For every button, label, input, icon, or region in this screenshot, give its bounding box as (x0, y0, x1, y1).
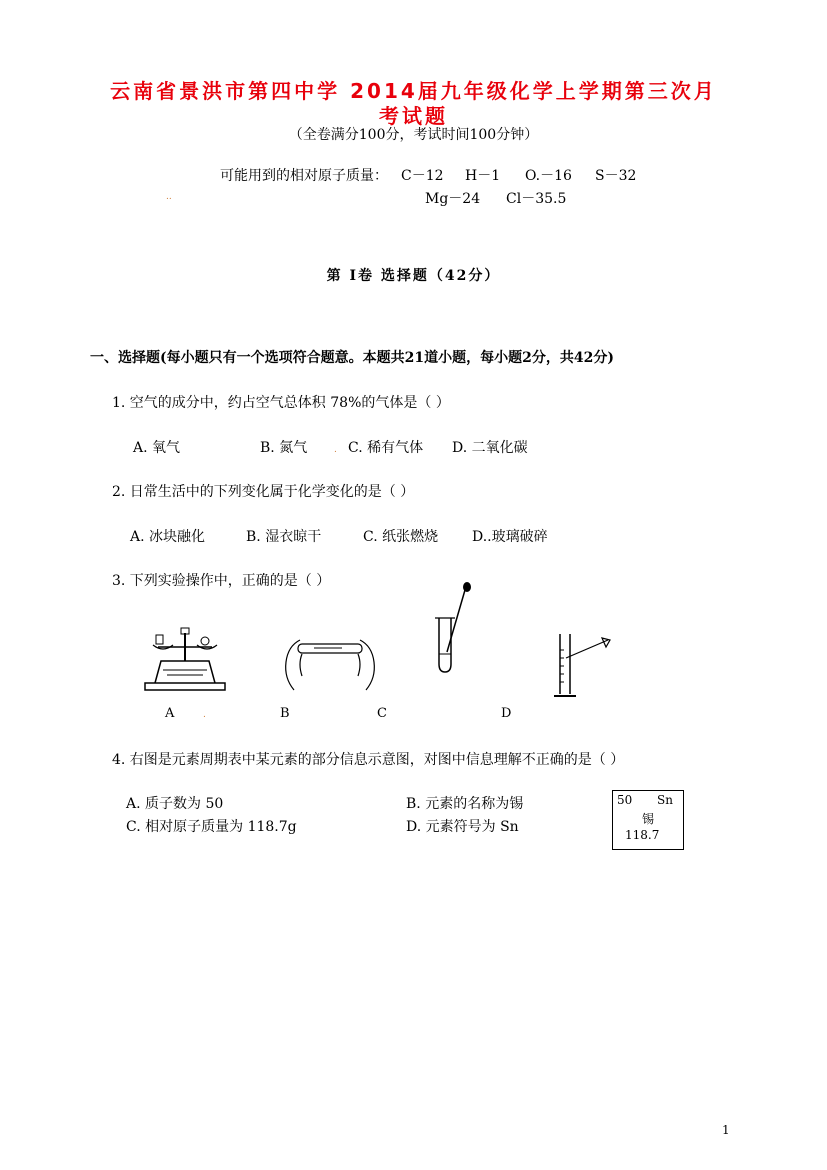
element-name: 锡 (642, 812, 655, 826)
dropper-test-tube-figure (425, 582, 475, 674)
mass-mg: Mg－24 (425, 191, 481, 207)
q2-option-c: C. 纸张燃烧 (363, 529, 439, 545)
q4-option-d: D. 元素符号为 Sn (406, 819, 519, 835)
q2-option-d: D..玻璃破碎 (472, 529, 548, 545)
mass-s: S－32 (595, 168, 637, 184)
q2-option-b: B. 湿衣晾干 (246, 529, 322, 545)
q2-option-a: A. 冰块融化 (130, 529, 206, 545)
q1-option-a: A. 氧气 (133, 440, 181, 456)
exam-title-line2: 考试题 (379, 104, 448, 128)
exam-subtitle: （全卷满分100分，考试时间100分钟） (288, 127, 539, 143)
page-number: 1 (722, 1123, 730, 1137)
element-atomic-mass: 118.7 (625, 828, 660, 842)
q4-option-b: B. 元素的名称为锡 (406, 796, 524, 812)
graduated-cylinder-figure (552, 630, 614, 702)
mass-cl: Cl－35.5 (506, 191, 567, 207)
figure-label-c: C (377, 706, 387, 721)
question-3-stem: 3. 下列实验操作中，正确的是（ ） (112, 573, 331, 589)
section-title: 第 I卷 选择题（42分） (326, 268, 501, 284)
test-tube-hands-figure (280, 632, 380, 694)
element-card (612, 790, 684, 850)
element-atomic-number: 50 (617, 793, 633, 807)
balance-scale-figure (143, 625, 228, 693)
question-2-stem: 2. 日常生活中的下列变化属于化学变化的是（ ） (112, 484, 415, 500)
figure-label-d: D (501, 706, 512, 721)
q1-option-b: B. 氮气 (260, 440, 308, 456)
question-4-stem: 4. 右图是元素周期表中某元素的部分信息示意图，对图中信息理解不正确的是（ ） (112, 752, 625, 768)
stray-dot-mark: . (203, 710, 206, 720)
part-heading: 一、选择题(每小题只有一个选项符合题意。本题共21道小题，每小题2分，共42分) (90, 350, 614, 366)
element-symbol: Sn (657, 793, 673, 807)
q4-option-a: A. 质子数为 50 (126, 796, 224, 812)
figure-label-b: B (280, 706, 290, 721)
figure-label-a: A (165, 706, 175, 721)
stray-dot-mark: . (334, 445, 337, 455)
mass-c: C－12 (401, 168, 444, 184)
q4-option-c: C. 相对原子质量为 118.7g (126, 819, 297, 835)
exam-title-line1: 云南省景洪市第四中学 2014届九年级化学上学期第三次月 (110, 79, 717, 103)
mass-o: O.－16 (525, 168, 572, 184)
stray-dot-mark: .. (166, 192, 172, 202)
mass-h: H－1 (465, 168, 501, 184)
atomic-mass-label: 可能用到的相对原子质量： (220, 168, 388, 184)
question-1-stem: 1. 空气的成分中，约占空气总体积 78%的气体是（ ） (112, 395, 450, 411)
q1-option-c: C. 稀有气体 (348, 440, 424, 456)
q1-option-d: D. 二氧化碳 (452, 440, 528, 456)
